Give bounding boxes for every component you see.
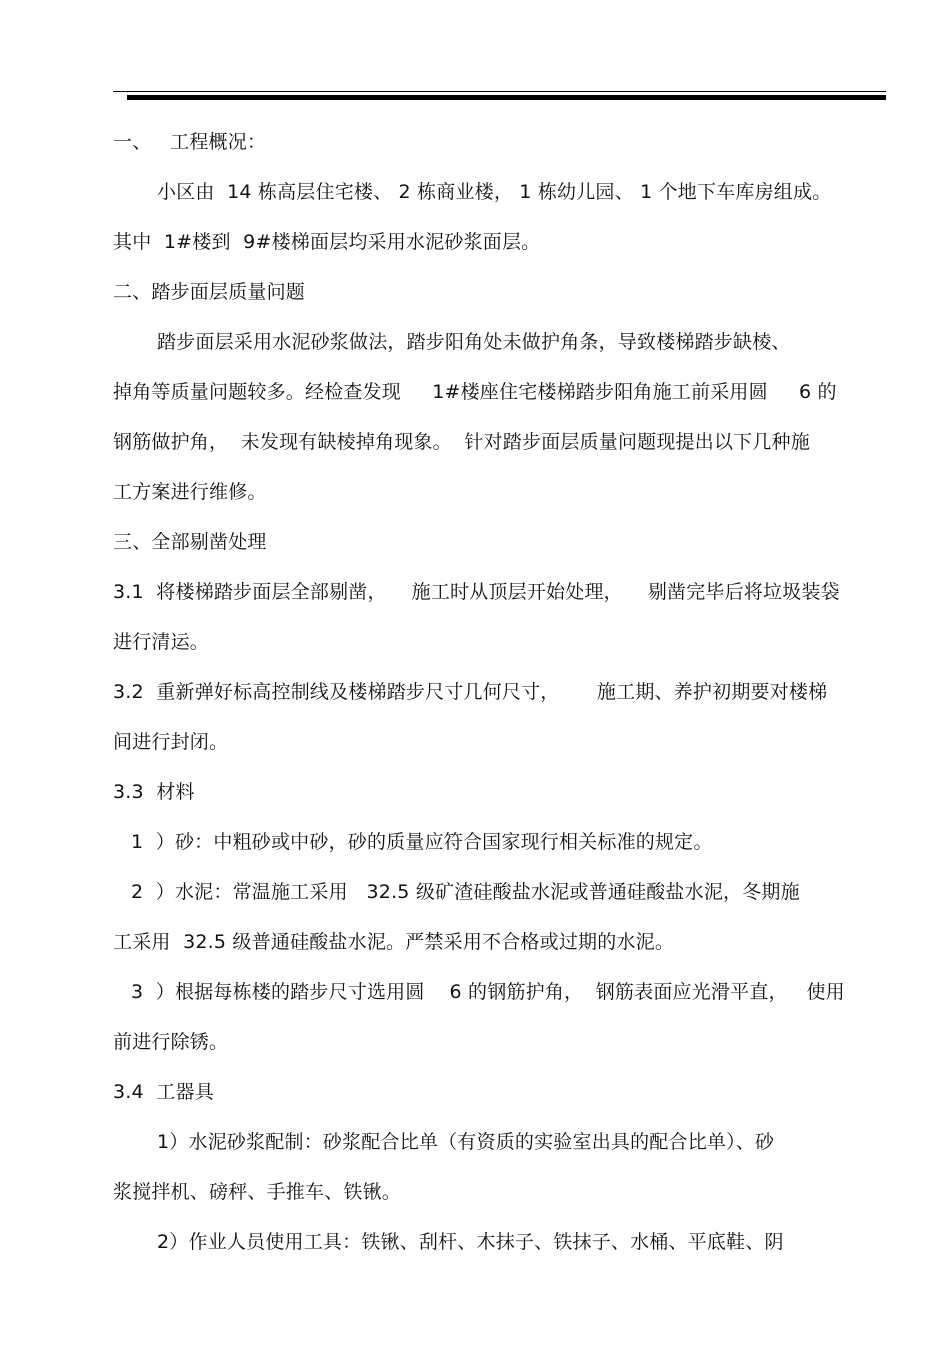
section-3-heading: 三、全部剔凿处理 (113, 531, 267, 553)
paragraph-line: 钢筋做护角， 未发现有缺棱掉角现象。 针对踏步面层质量问题现提出以下几种施 (113, 431, 810, 453)
paragraph-line: 3.1 将楼梯踏步面层全部剔凿， 施工时从顶层开始处理， 剔凿完毕后将垃圾装袋 (113, 581, 840, 603)
list-item: 1）水泥砂浆配制：砂浆配合比单（有资质的实验室出具的配合比单）、砂 (157, 1131, 775, 1153)
paragraph-line: 小区由 14 栋高层住宅楼、 2 栋商业楼， 1 栋幼儿园、 1 个地下车库房组成。 (157, 181, 832, 203)
paragraph-line: 前进行除锈。 (113, 1031, 229, 1053)
paragraph-line: 踏步面层采用水泥砂浆做法，踏步阳角处未做护角条，导致楼梯踏步缺棱、 (157, 331, 791, 353)
paragraph-line: 工方案进行维修。 (113, 481, 267, 503)
header-thick-rule (127, 95, 886, 100)
header-double-rule (113, 91, 886, 102)
header-thin-rule (113, 91, 886, 92)
paragraph-line: 间进行封闭。 (113, 731, 229, 753)
paragraph-line: 工采用 32.5 级普通硅酸盐水泥。严禁采用不合格或过期的水泥。 (113, 931, 675, 953)
list-item: 2）作业人员使用工具：铁锹、刮杆、木抹子、铁抹子、水桶、平底鞋、阴 (157, 1231, 784, 1253)
section-1-heading: 一、 工程概况： (113, 131, 267, 153)
paragraph-line: 3.2 重新弹好标高控制线及楼梯踏步尺寸几何尺寸， 施工期、养护初期要对楼梯 (113, 681, 828, 703)
section-2-heading: 二、踏步面层质量问题 (113, 281, 306, 303)
paragraph-line: 浆搅拌机、磅秤、手推车、铁锹。 (113, 1181, 402, 1203)
list-item: 1 ）砂：中粗砂或中砂，砂的质量应符合国家现行相关标准的规定。 (131, 831, 713, 853)
list-item: 2 ）水泥：常温施工采用 32.5 级矿渣硅酸盐水泥或普通硅酸盐水泥，冬期施 (131, 881, 800, 903)
paragraph-line: 其中 1#楼到 9#楼梯面层均采用水泥砂浆面层。 (113, 231, 541, 253)
list-item: 3 ）根据每栋楼的踏步尺寸选用圆 6 的钢筋护角， 钢筋表面应光滑平直， 使用 (131, 981, 845, 1003)
subsection-3-3-heading: 3.3 材料 (113, 781, 195, 803)
paragraph-line: 掉角等质量问题较多。经检查发现 1#楼座住宅楼梯踏步阳角施工前采用圆 6 的 (113, 381, 837, 403)
subsection-3-4-heading: 3.4 工器具 (113, 1081, 214, 1103)
paragraph-line: 进行清运。 (113, 631, 210, 653)
